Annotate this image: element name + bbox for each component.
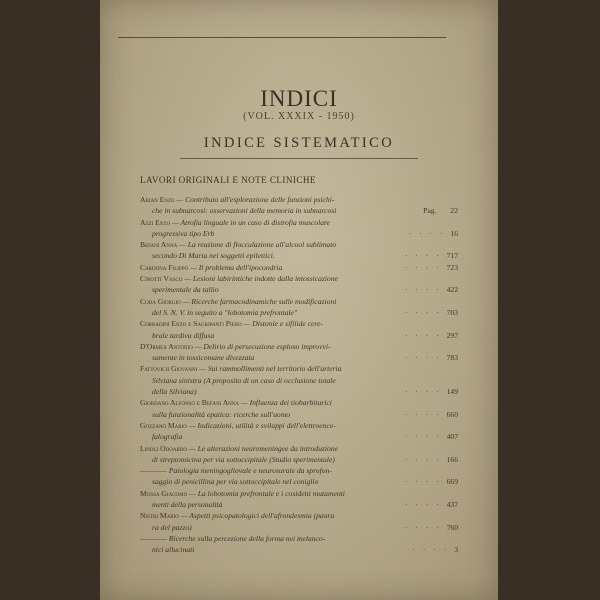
entry-title-continued: sperimentale da tallio xyxy=(152,285,219,295)
entry-title: — La reazione di flocculazione all'alcool sublimato xyxy=(177,240,337,250)
entry-title: — Indicazioni, utilità e sviluppi dell'elettroence- xyxy=(186,420,336,430)
entry-line xyxy=(140,386,460,397)
entry-author: Azzi Enzo xyxy=(140,217,171,227)
entry-line xyxy=(140,409,460,420)
entry-line xyxy=(140,228,460,239)
leader-dots: · · · · xyxy=(404,522,447,532)
entry-line xyxy=(140,318,460,329)
page-number xyxy=(405,352,458,363)
entry-title-continued: di streptomicina per via sottoccipitale (Studio sperimentale) xyxy=(152,454,335,464)
entry-author: Cardona Filippo xyxy=(140,262,189,272)
index-entry xyxy=(140,262,460,273)
entry-line xyxy=(140,544,460,555)
entry-title: — Influenza dei tiobarbiturici xyxy=(239,398,332,408)
page-number xyxy=(405,307,458,318)
entry-title-continued: secondo Di Maria nei soggetti epilettici. xyxy=(152,251,275,261)
entry-line xyxy=(140,397,460,408)
leader-dots: · · · · xyxy=(404,307,447,317)
page-number xyxy=(405,250,458,261)
index-entry xyxy=(140,465,460,488)
entry-title-continued: che in subnarcosi: osservazioni della memoria in subnarcosi xyxy=(152,206,337,216)
entry-line xyxy=(140,533,460,544)
page-number-value: 783 xyxy=(446,353,458,363)
index-entry xyxy=(140,239,460,262)
page-number xyxy=(405,386,458,397)
page-number xyxy=(405,409,458,420)
entry-line xyxy=(140,250,460,261)
top-rule xyxy=(118,37,446,38)
page-number-value: 297 xyxy=(446,330,458,340)
divider xyxy=(180,158,418,159)
index-entry xyxy=(140,533,460,556)
page-number xyxy=(405,330,458,341)
page-title: INDICI xyxy=(260,86,338,111)
index-entry xyxy=(140,510,460,533)
entry-title: — La lobotomia prefrontale e i cosidetti mutamenti xyxy=(187,488,345,498)
entry-title: — Ricerche farmacodinamiche sulle modificazioni xyxy=(180,296,337,306)
index-entry xyxy=(140,397,460,420)
entry-line xyxy=(140,330,460,341)
entry-author: Giordano Alfonso e Befani Anna xyxy=(140,398,240,408)
entry-title: — Distonie e sifilide cere- xyxy=(241,319,324,329)
entry-title-continued: progressiva tipo Erb xyxy=(152,228,215,238)
entry-author: Corradini Enzo e Sagripanti Piero xyxy=(140,319,242,329)
page-number xyxy=(405,262,458,273)
entry-author: Fattovich Giovanni xyxy=(140,364,198,374)
page-number xyxy=(405,431,458,442)
page-number-value: 16 xyxy=(450,228,458,238)
entry-title-continued: nici allucinati xyxy=(152,545,195,555)
entry-line xyxy=(140,454,460,465)
entry-line xyxy=(140,443,460,454)
leader-dots: · · · · xyxy=(404,251,447,261)
entry-line xyxy=(140,420,460,431)
pag-label: Pag. xyxy=(423,206,437,216)
page-number xyxy=(405,499,458,510)
entry-title: — Le alterazioni neuromeningee da introduzione xyxy=(187,443,338,453)
leader-dots: · · · · xyxy=(404,262,447,272)
page-number xyxy=(412,544,458,555)
entry-line xyxy=(140,375,460,386)
page-number xyxy=(423,205,458,216)
page-number xyxy=(405,454,458,465)
book-page xyxy=(100,0,498,600)
entry-title: — Sui rammollimenti nel territorio dell'arteria xyxy=(197,364,342,374)
leader-dots: · · · · xyxy=(404,409,447,419)
entry-line xyxy=(140,284,460,295)
entries-list xyxy=(140,194,460,556)
index-entry xyxy=(140,318,460,341)
entry-author: Cinotti Vasco xyxy=(140,274,183,284)
entry-author: Arian Enzo xyxy=(140,195,175,204)
index-entry xyxy=(140,420,460,443)
entry-title: — Il problema dell'ipocondria xyxy=(188,262,283,272)
entry-title: — Aspetti psicopatologici dell'afrondesmia (paura xyxy=(178,511,335,521)
entry-title-continued: menti della personalità xyxy=(152,500,223,510)
index-entry xyxy=(140,273,460,296)
entry-author: Lindli Odoardo xyxy=(140,443,188,453)
entry-title-continued: brale tardiva diffusa xyxy=(152,330,215,340)
index-entry xyxy=(140,443,460,466)
entry-line xyxy=(140,431,460,442)
entry-author: Befani Anna xyxy=(140,240,178,250)
page-number xyxy=(405,476,458,487)
entry-title: — Delirio di persecuzione esploso improvvi- xyxy=(192,341,331,351)
entry-line xyxy=(140,296,460,307)
index-entry xyxy=(140,217,460,240)
entry-line xyxy=(140,307,460,318)
entry-line xyxy=(140,194,460,205)
leader-dots: · · · · xyxy=(408,228,451,238)
volume-label: (VOL. XXXIX - 1950) xyxy=(243,111,355,122)
entry-title-continued: della Silviana) xyxy=(152,387,197,397)
entry-line xyxy=(140,476,460,487)
index-entry xyxy=(140,296,460,319)
index-entry xyxy=(140,488,460,511)
page-number-value: 760 xyxy=(446,522,458,532)
page-number xyxy=(405,522,458,533)
entry-line xyxy=(140,488,460,499)
entry-title-continued: ra del pazzo) xyxy=(152,522,192,532)
entry-line xyxy=(140,352,460,363)
index-entry xyxy=(140,341,460,364)
page-number-value: 3 xyxy=(454,545,458,555)
entry-title: — Atrofia linguale in un caso di distrofia muscolare xyxy=(170,217,331,227)
entry-author: Nistri Mario xyxy=(140,511,179,521)
entry-author: D'Ormea Antonio xyxy=(140,341,193,351)
entry-title: ———— Ricerche sulla percezione della forma nei melanco- xyxy=(140,533,326,543)
leader-dots: · · · · xyxy=(404,387,447,397)
leader-dots: · · · · xyxy=(412,545,455,555)
section-heading: LAVORI ORIGINALI E NOTE CLINICHE xyxy=(140,175,316,185)
page-number-value: 717 xyxy=(446,251,458,261)
page-number xyxy=(409,228,458,239)
entry-title: ———— Patologia meningogliovale e neurosurale da sprofon- xyxy=(140,466,332,476)
page-number-value: 422 xyxy=(446,285,458,295)
entry-author: Mossa Giacomo xyxy=(140,488,188,498)
page-number-value: 22 xyxy=(450,206,458,216)
entry-line xyxy=(140,262,460,273)
entry-line xyxy=(140,239,460,250)
entry-title-continued: saggio di penicillina per via sottoccipitale nel coniglio xyxy=(152,477,319,487)
entry-line xyxy=(140,217,460,228)
entry-title-continued: falografia xyxy=(152,432,183,442)
page-number-value: 669 xyxy=(446,477,458,487)
entry-title-continued: Silviana sinistra (A proposito di un caso di occlusione totale xyxy=(152,375,336,385)
leader-dots: · · · · xyxy=(404,353,447,363)
leader-dots: · · · · xyxy=(404,285,447,295)
page-number-value: 166 xyxy=(446,454,458,464)
entry-line xyxy=(140,363,460,374)
entry-title: — Contributo all'esplorazione delle funzioni psichi- xyxy=(174,195,335,204)
page-number-value: 703 xyxy=(446,307,458,317)
leader-dots: · · · · xyxy=(404,500,447,510)
entry-title: — Lesioni labirintiche indotte dalla intossicazione xyxy=(182,274,338,284)
page-number xyxy=(405,284,458,295)
leader-dots: · · · · xyxy=(404,432,447,442)
entry-author: Gozzano Mario xyxy=(140,420,187,430)
entry-line xyxy=(140,341,460,352)
page-number-value: 149 xyxy=(446,387,458,397)
leader-dots: · · · · xyxy=(404,477,447,487)
entry-line xyxy=(140,465,460,476)
entry-line xyxy=(140,273,460,284)
leader-dots: · · · · xyxy=(404,330,447,340)
entry-title-continued: del S. N. V. in seguito a "lobotomia prefrontale" xyxy=(152,307,298,317)
page-number-value: 660 xyxy=(446,409,458,419)
index-entry xyxy=(140,363,460,397)
page-number-value: 407 xyxy=(446,432,458,442)
entry-line xyxy=(140,205,460,216)
page-number-value: 437 xyxy=(446,500,458,510)
entry-line xyxy=(140,522,460,533)
entry-line xyxy=(140,499,460,510)
entry-author: Coda Giorgio xyxy=(140,296,181,306)
leader-dots: · · · · xyxy=(404,454,447,464)
entry-line xyxy=(140,510,460,521)
page-number-value: 723 xyxy=(446,262,458,272)
entry-title-continued: sulla funzionalità epatica: ricerche sull'uomo xyxy=(152,409,291,419)
entry-title-continued: samente in tossicomane divezzata xyxy=(152,353,255,363)
index-entry xyxy=(140,194,460,217)
index-subtitle: INDICE SISTEMATICO xyxy=(203,135,395,151)
